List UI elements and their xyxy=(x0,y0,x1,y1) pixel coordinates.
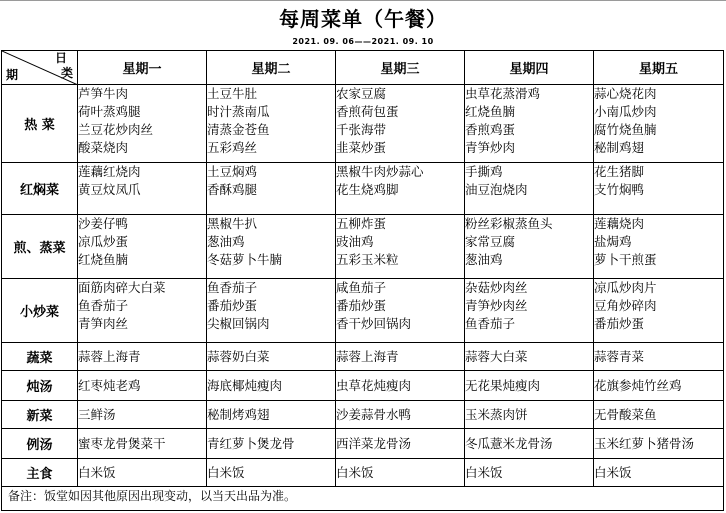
menu-cell xyxy=(465,163,594,215)
date-range: 2021. 09. 06——2021. 09. 10 xyxy=(292,37,434,46)
dish-item: 白米饭 xyxy=(336,464,374,480)
dish-item: 青红萝卜煲龙骨 xyxy=(207,435,295,451)
menu-row xyxy=(2,215,724,279)
dish-item: 西洋菜龙骨汤 xyxy=(336,435,412,451)
dish-item: 芦笋牛肉 xyxy=(78,86,129,101)
dish-item: 鱼香茄子 xyxy=(78,298,129,313)
dish-item: 凉瓜炒蛋 xyxy=(78,234,129,249)
dish-item: 兰豆花炒肉丝 xyxy=(78,122,154,137)
menu-cell xyxy=(594,459,724,487)
menu-cell xyxy=(594,371,724,401)
menu-cell xyxy=(336,85,465,163)
dish-item: 白米饭 xyxy=(78,464,116,480)
menu-cell xyxy=(78,85,207,163)
dish-item: 豉油鸡 xyxy=(336,234,374,249)
menu-cell xyxy=(336,343,465,371)
corner-day-label: 日 xyxy=(54,51,67,65)
menu-cell xyxy=(594,85,724,163)
dish-item: 蒜蓉大白菜 xyxy=(465,348,528,364)
dish-item: 虫草花蒸滑鸡 xyxy=(465,86,541,101)
day-header-fri: 星期五 xyxy=(594,51,724,85)
menu-cell xyxy=(465,215,594,279)
dish-item: 黑椒牛肉炒蒜心 xyxy=(336,164,424,179)
menu-cell xyxy=(336,459,465,487)
dish-item: 黑椒牛扒 xyxy=(207,216,258,231)
menu-cell xyxy=(78,371,207,401)
dish-item: 花生烧鸡脚 xyxy=(336,182,399,197)
dish-item: 萝卜干煎蛋 xyxy=(594,252,657,267)
dish-item: 沙姜仔鸭 xyxy=(78,216,129,231)
dish-item: 秘制烤鸡翅 xyxy=(207,406,270,422)
dish-item: 杂菇炒肉丝 xyxy=(465,280,528,295)
category-label: 炖汤 xyxy=(2,371,78,401)
dish-item: 沙姜蒜骨水鸭 xyxy=(336,406,412,422)
day-header-thu: 星期四 xyxy=(465,51,594,85)
category-label: 热 菜 xyxy=(2,85,78,163)
dish-item: 冬菇萝卜牛腩 xyxy=(207,252,283,267)
dish-item: 番茄炒蛋 xyxy=(336,298,387,313)
dish-item: 农家豆腐 xyxy=(336,86,387,101)
dish-item: 五彩玉米粒 xyxy=(336,252,399,267)
dish-item: 粉丝彩椒蒸鱼头 xyxy=(465,216,553,231)
page-title: 每周菜单（午餐） xyxy=(279,7,447,31)
menu-cell xyxy=(78,343,207,371)
dish-item: 蒜心烧花肉 xyxy=(594,86,657,101)
dish-item: 白米饭 xyxy=(465,464,503,480)
menu-cell xyxy=(207,429,336,459)
menu-cell xyxy=(465,85,594,163)
dish-item: 小南瓜炒肉 xyxy=(594,104,657,119)
dish-item: 豆角炒碎肉 xyxy=(594,298,657,313)
dish-item: 花旗参炖竹丝鸡 xyxy=(594,377,682,393)
dish-item: 酸菜烧肉 xyxy=(78,140,129,155)
menu-body xyxy=(2,85,724,487)
menu-cell xyxy=(207,215,336,279)
dish-item: 五彩鸡丝 xyxy=(207,140,258,155)
category-label: 主食 xyxy=(2,459,78,487)
note-frame-bottom xyxy=(1,510,724,511)
dish-item: 秘制鸡翅 xyxy=(594,140,645,155)
day-header-mon: 星期一 xyxy=(78,51,207,85)
dish-item: 蜜枣龙骨煲菜干 xyxy=(78,435,166,451)
menu-cell xyxy=(207,279,336,343)
dish-item: 鱼香茄子 xyxy=(207,280,258,295)
note-frame-right xyxy=(723,478,724,511)
dish-item: 蒜蓉上海青 xyxy=(78,348,141,364)
menu-cell xyxy=(336,163,465,215)
menu-row xyxy=(2,459,724,487)
menu-cell xyxy=(207,371,336,401)
corner-category-label: 类 xyxy=(60,66,73,80)
dish-item: 黄豆炆凤爪 xyxy=(78,182,141,197)
category-label: 蔬菜 xyxy=(2,343,78,371)
menu-row xyxy=(2,163,724,215)
dish-item: 花生猪脚 xyxy=(594,164,645,179)
dish-item: 青笋炒肉 xyxy=(465,140,516,155)
dish-item: 葱油鸡 xyxy=(465,252,503,267)
dish-item: 青笋肉丝 xyxy=(78,316,129,331)
dish-item: 红枣炖老鸡 xyxy=(78,377,141,393)
dish-item: 荷叶蒸鸡腿 xyxy=(78,104,141,119)
dish-item: 千张海带 xyxy=(336,122,387,137)
menu-cell xyxy=(207,459,336,487)
dish-item: 红烧鱼腩 xyxy=(78,252,129,267)
menu-row xyxy=(2,279,724,343)
dish-item: 时汁蒸南瓜 xyxy=(207,104,270,119)
dish-item: 冬瓜薏米龙骨汤 xyxy=(465,435,553,451)
dish-item: 凉瓜炒肉片 xyxy=(594,280,657,295)
dish-item: 莲藕烧肉 xyxy=(594,216,645,231)
menu-cell xyxy=(336,371,465,401)
dish-item: 三鲜汤 xyxy=(78,406,116,422)
menu-cell xyxy=(78,401,207,429)
dish-item: 尖椒回锅肉 xyxy=(207,316,270,331)
dish-item: 玉米红萝卜猪骨汤 xyxy=(594,435,695,451)
dish-item: 红烧鱼腩 xyxy=(465,104,516,119)
dish-item: 番茄炒蛋 xyxy=(594,316,645,331)
dish-item: 盐焗鸡 xyxy=(594,234,632,249)
dish-item: 白米饭 xyxy=(207,464,245,480)
menu-cell xyxy=(465,401,594,429)
menu-cell xyxy=(78,429,207,459)
menu-cell xyxy=(465,279,594,343)
menu-row xyxy=(2,343,724,371)
category-label: 新菜 xyxy=(2,401,78,429)
corner-header xyxy=(2,51,78,85)
dish-item: 无骨酸菜鱼 xyxy=(594,406,657,422)
dish-item: 白米饭 xyxy=(594,464,632,480)
dish-item: 土豆牛肚 xyxy=(207,86,258,101)
dish-item: 玉米蒸肉饼 xyxy=(465,406,528,422)
menu-cell xyxy=(78,215,207,279)
dish-item: 面筋肉碎大白菜 xyxy=(78,280,166,295)
menu-cell xyxy=(336,401,465,429)
menu-cell xyxy=(594,343,724,371)
dish-item: 手撕鸡 xyxy=(465,164,503,179)
category-label: 红焖菜 xyxy=(2,163,78,215)
menu-row xyxy=(2,401,724,429)
dish-item: 油豆泡烧肉 xyxy=(465,182,528,197)
dish-item: 蒜蓉青菜 xyxy=(594,348,645,364)
dish-item: 咸鱼茄子 xyxy=(336,280,387,295)
day-header-wed: 星期三 xyxy=(336,51,465,85)
menu-cell xyxy=(465,459,594,487)
dish-item: 无花果炖瘦肉 xyxy=(465,377,541,393)
menu-cell xyxy=(594,215,724,279)
day-header-tue: 星期二 xyxy=(207,51,336,85)
dish-item: 番茄炒蛋 xyxy=(207,298,258,313)
dish-item: 香干炒回锅肉 xyxy=(336,316,412,331)
dish-item: 支竹焖鸭 xyxy=(594,182,645,197)
menu-cell xyxy=(594,401,724,429)
menu-cell xyxy=(336,279,465,343)
menu-cell xyxy=(207,401,336,429)
dish-item: 家常豆腐 xyxy=(465,234,516,249)
category-label: 煎、蒸菜 xyxy=(2,215,78,279)
dish-item: 海底椰炖瘦肉 xyxy=(207,377,283,393)
dish-item: 五柳炸蛋 xyxy=(336,216,387,231)
menu-cell xyxy=(594,279,724,343)
menu-row xyxy=(2,371,724,401)
corner-date-label: 期 xyxy=(6,68,19,82)
menu-cell xyxy=(465,429,594,459)
dish-item: 蒜蓉上海青 xyxy=(336,348,399,364)
menu-cell xyxy=(78,279,207,343)
dish-item: 葱油鸡 xyxy=(207,234,245,249)
note-frame-left xyxy=(1,478,2,511)
dish-item: 香煎荷包蛋 xyxy=(336,104,399,119)
menu-cell xyxy=(207,163,336,215)
menu-cell xyxy=(336,215,465,279)
dish-item: 香酥鸡腿 xyxy=(207,182,258,197)
top-border xyxy=(0,0,726,1)
dish-item: 青笋炒肉丝 xyxy=(465,298,528,313)
menu-row xyxy=(2,429,724,459)
menu-cell xyxy=(207,343,336,371)
dish-item: 香煎鸡蛋 xyxy=(465,122,516,137)
dish-item: 虫草花炖瘦肉 xyxy=(336,377,412,393)
menu-row xyxy=(2,85,724,163)
menu-cell xyxy=(207,85,336,163)
menu-cell xyxy=(465,343,594,371)
dish-item: 腐竹烧鱼腩 xyxy=(594,122,657,137)
menu-cell xyxy=(465,371,594,401)
menu-cell xyxy=(78,163,207,215)
menu-table xyxy=(1,50,724,487)
menu-cell xyxy=(594,429,724,459)
dish-item: 莲藕红烧肉 xyxy=(78,164,141,179)
menu-cell xyxy=(78,459,207,487)
menu-cell xyxy=(336,429,465,459)
footer-note: 备注：饭堂如因其他原因出现变动，以当天出品为准。 xyxy=(8,489,297,503)
header-row xyxy=(2,51,724,85)
dish-item: 清蒸金苍鱼 xyxy=(207,122,270,137)
dish-item: 土豆焖鸡 xyxy=(207,164,258,179)
category-label: 小炒菜 xyxy=(2,279,78,343)
dish-item: 韭菜炒蛋 xyxy=(336,140,387,155)
dish-item: 鱼香茄子 xyxy=(465,316,516,331)
category-label: 例汤 xyxy=(2,429,78,459)
menu-cell xyxy=(594,163,724,215)
dish-item: 蒜蓉奶白菜 xyxy=(207,348,270,364)
